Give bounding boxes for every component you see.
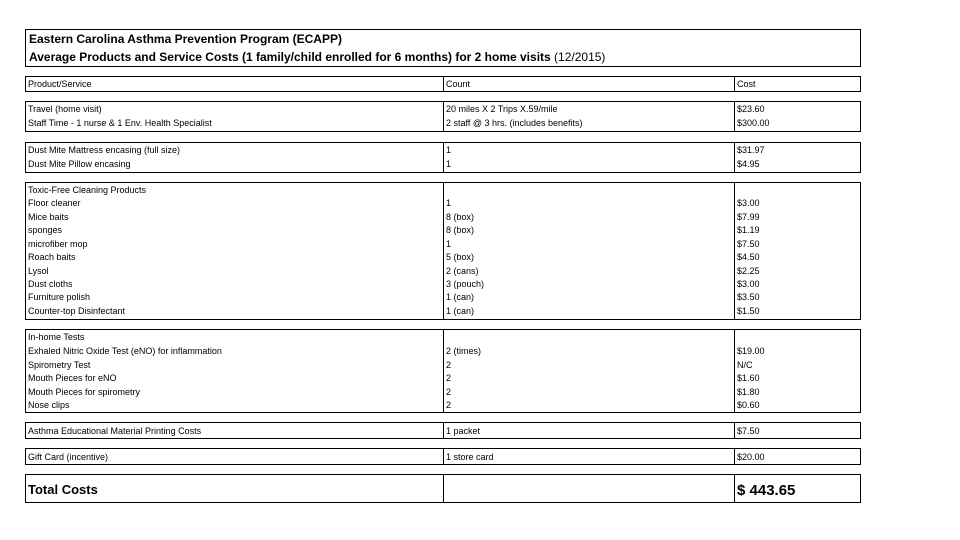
total-count-cell — [443, 474, 735, 503]
cost-travel: $23.60 — [737, 104, 765, 114]
cost-mattress-encasing: $31.97 — [737, 145, 765, 155]
item-furniture-polish: Furniture polish — [28, 292, 91, 302]
item-spirometry-mouth-pieces: Mouth Pieces for spirometry — [28, 387, 141, 397]
item-microfiber-mop: microfiber mop — [28, 239, 88, 249]
header-cell-count — [443, 76, 735, 92]
total-value: $ 443.65 — [737, 482, 796, 499]
item-roach-baits: Roach baits — [28, 252, 76, 262]
item-eno-mouth-pieces: Mouth Pieces for eNO — [28, 373, 117, 383]
cost-lysol: $2.25 — [737, 266, 760, 276]
cost-printing: $7.50 — [737, 426, 760, 436]
count-microfiber-mop: 1 — [446, 239, 452, 249]
cost-furniture-polish: $3.50 — [737, 292, 760, 302]
cost-gift-card: $20.00 — [737, 452, 765, 462]
item-dust-cloths: Dust cloths — [28, 279, 73, 289]
cost-mice-baits: $7.99 — [737, 212, 760, 222]
item-mice-baits: Mice baits — [28, 212, 69, 222]
cost-microfiber-mop: $7.50 — [737, 239, 760, 249]
count-spirometry-mouth-pieces: 2 — [446, 387, 452, 397]
item-floor-cleaner: Floor cleaner — [28, 198, 81, 208]
item-countertop-disinfectant: Counter-top Disinfectant — [28, 306, 126, 316]
count-floor-cleaner: 1 — [446, 198, 452, 208]
item-staff-time: Staff Time - 1 nurse & 1 Env. Health Specialist — [28, 118, 212, 128]
count-pillow-encasing: 1 — [446, 159, 452, 169]
tests-heading: In-home Tests — [28, 332, 85, 342]
item-travel: Travel (home visit) — [28, 104, 102, 114]
count-dust-cloths: 3 (pouch) — [446, 279, 485, 289]
cost-eno-test: $19.00 — [737, 346, 765, 356]
cost-sponges: $1.19 — [737, 225, 760, 235]
column-header-cost: Cost — [737, 79, 756, 89]
encasings-count-cell — [443, 142, 735, 173]
item-nose-clips: Nose clips — [28, 400, 70, 410]
count-lysol: 2 (cans) — [446, 266, 479, 276]
page-subtitle — [29, 50, 605, 64]
item-mattress-encasing: Dust Mite Mattress encasing (full size) — [28, 145, 181, 155]
cost-nose-clips: $0.60 — [737, 400, 760, 410]
count-furniture-polish: 1 (can) — [446, 292, 475, 302]
count-mattress-encasing: 1 — [446, 145, 452, 155]
item-eno-test: Exhaled Nitric Oxide Test (eNO) for inflammation — [28, 346, 222, 356]
printing-count-cell — [443, 422, 735, 439]
report-date: (12/2015) — [554, 50, 606, 64]
item-lysol: Lysol — [28, 266, 49, 276]
cost-dust-cloths: $3.00 — [737, 279, 760, 289]
tests-count-cell — [443, 329, 735, 413]
subtitle-text: Average Products and Service Costs (1 family/child enrolled for 6 months) for 2 home visits — [29, 50, 551, 64]
column-header-product: Product/Service — [28, 79, 92, 89]
cost-spirometry-mouth-pieces: $1.80 — [737, 387, 760, 397]
cost-pillow-encasing: $4.95 — [737, 159, 760, 169]
count-gift-card: 1 store card — [446, 452, 494, 462]
cleaning-count-cell — [443, 182, 735, 320]
cost-staff-time: $300.00 — [737, 118, 770, 128]
column-header-count: Count — [446, 79, 471, 89]
count-nose-clips: 2 — [446, 400, 452, 410]
cost-spirometry-test: N/C — [737, 360, 753, 370]
count-travel: 20 miles X 2 Trips X.59/mile — [446, 104, 558, 114]
table-header-block — [25, 29, 861, 67]
item-sponges: sponges — [28, 225, 63, 235]
cleaning-heading: Toxic-Free Cleaning Products — [28, 185, 147, 195]
total-label: Total Costs — [28, 482, 98, 497]
count-spirometry-test: 2 — [446, 360, 452, 370]
item-spirometry-test: Spirometry Test — [28, 360, 91, 370]
cost-countertop-disinfectant: $1.50 — [737, 306, 760, 316]
count-mice-baits: 8 (box) — [446, 212, 475, 222]
item-gift-card: Gift Card (incentive) — [28, 452, 109, 462]
count-eno-mouth-pieces: 2 — [446, 373, 452, 383]
item-printing: Asthma Educational Material Printing Costs — [28, 426, 202, 436]
count-staff-time: 2 staff @ 3 hrs. (includes benefits) — [446, 118, 583, 128]
page-title: Eastern Carolina Asthma Prevention Program (ECAPP) — [29, 32, 342, 46]
cost-eno-mouth-pieces: $1.60 — [737, 373, 760, 383]
count-printing: 1 packet — [446, 426, 481, 436]
cost-floor-cleaner: $3.00 — [737, 198, 760, 208]
item-pillow-encasing: Dust Mite Pillow encasing — [28, 159, 131, 169]
count-roach-baits: 5 (box) — [446, 252, 475, 262]
cost-roach-baits: $4.50 — [737, 252, 760, 262]
count-eno-test: 2 (times) — [446, 346, 482, 356]
count-sponges: 8 (box) — [446, 225, 475, 235]
count-countertop-disinfectant: 1 (can) — [446, 306, 475, 316]
